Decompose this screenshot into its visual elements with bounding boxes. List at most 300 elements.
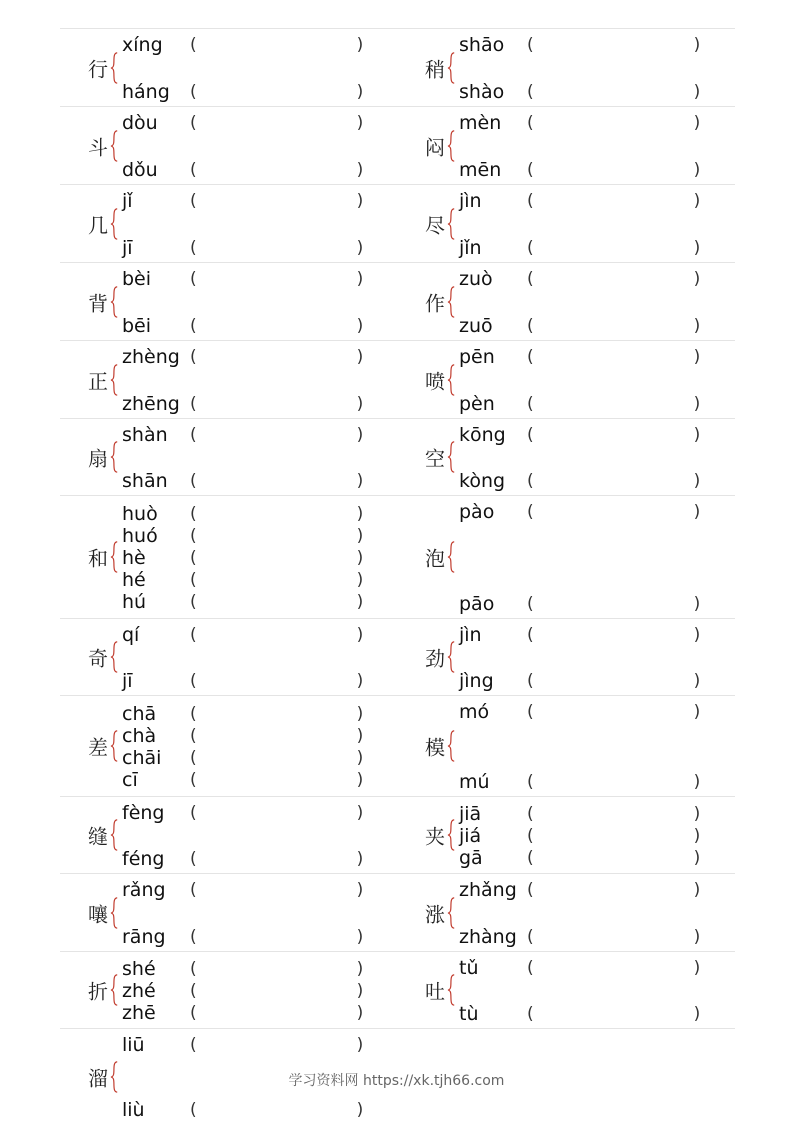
pinyin-reading: mèn [459,112,502,134]
answer-blank-close: ) [693,471,701,491]
answer-blank-close: ) [693,1004,701,1024]
answer-blank-close: ) [693,671,701,691]
character-entry [60,185,397,262]
pinyin-reading: pèn [459,393,495,415]
brace-icon [110,364,119,396]
answer-blank-open: ( [190,570,197,590]
character-entry [60,107,397,184]
answer-blank-close: ) [356,849,364,869]
pinyin-reading: shé [122,958,156,980]
pinyin-reading: zhé [122,980,156,1002]
pinyin-reading: liū [122,1034,145,1056]
answer-blank-close: ) [356,394,364,414]
character-entry [397,496,734,618]
pinyin-reading: hú [122,591,147,613]
pinyin-reading: zhǎng [459,879,517,901]
answer-blank-open: ( [190,269,197,289]
character-entry [60,619,397,695]
character: 喷 [425,369,445,393]
answer-blank-close: ) [356,425,364,445]
answer-blank-close: ) [356,1100,364,1120]
character: 泡 [425,546,445,571]
reading-list [459,263,709,340]
answer-blank-close: ) [693,594,701,614]
answer-blank-open: ( [190,726,197,746]
character-entry [397,263,734,340]
reading-line [122,159,372,181]
answer-blank-close: ) [693,502,701,522]
answer-blank-close: ) [693,160,701,180]
character-entry [60,29,397,106]
reading-line [459,470,709,492]
pinyin-reading: jìng [459,670,494,692]
reading-list [122,496,372,618]
pinyin-reading: dǒu [122,159,158,181]
brace-icon [447,819,456,851]
reading-line [122,926,372,948]
answer-blank-close: ) [693,425,701,445]
character: 劲 [425,646,445,671]
answer-blank-open: ( [190,160,197,180]
pinyin-reading: xíng [122,34,163,56]
answer-blank-close: ) [356,981,364,1001]
answer-blank-open: ( [527,316,534,336]
character: 溜 [88,1066,108,1090]
brace-icon [110,819,119,851]
answer-blank-close: ) [693,958,701,978]
brace-icon [110,286,119,318]
answer-blank-close: ) [693,269,701,289]
pinyin-reading: mú [459,771,490,793]
answer-blank-open: ( [527,880,534,900]
answer-blank-close: ) [356,1035,364,1055]
reading-line [459,1003,709,1025]
reading-line [459,957,709,979]
brace-icon [447,897,456,929]
reading-line [459,34,709,56]
reading-line [122,703,372,725]
answer-blank-close: ) [356,625,364,645]
answer-blank-open: ( [527,191,534,211]
reading-line [122,569,372,591]
answer-blank-open: ( [190,1003,197,1023]
answer-blank-close: ) [693,394,701,414]
answer-blank-open: ( [190,113,197,133]
answer-blank-open: ( [527,113,534,133]
character-entry [397,797,734,873]
character: 夹 [425,824,445,849]
character: 模 [425,735,445,760]
answer-blank-open: ( [527,958,534,978]
brace-icon [110,897,119,929]
answer-blank-open: ( [190,347,197,367]
answer-blank-open: ( [527,82,534,102]
answer-blank-close: ) [693,702,701,722]
answer-blank-close: ) [356,471,364,491]
answer-blank-open: ( [190,959,197,979]
character-entry [397,107,734,184]
character-entry [60,419,397,495]
worksheet-row [60,496,735,619]
polyphone-worksheet [60,28,735,1124]
reading-list [459,496,709,618]
answer-blank-close: ) [356,748,364,768]
character: 扇 [88,446,108,471]
character-entry [60,797,397,873]
answer-blank-close: ) [693,191,701,211]
answer-blank-open: ( [527,826,534,846]
reading-line [459,771,709,793]
character-entry [60,496,397,618]
reading-line [459,847,709,869]
pinyin-reading: pào [459,501,495,523]
reading-line [122,802,372,824]
pinyin-reading: zhēng [122,393,180,415]
answer-blank-open: ( [527,671,534,691]
pinyin-reading: chāi [122,747,162,769]
reading-list [459,874,709,951]
brace-icon [110,52,119,84]
answer-blank-open: ( [190,803,197,823]
character: 作 [425,291,445,315]
answer-blank-open: ( [527,394,534,414]
pinyin-reading: zhàng [459,926,517,948]
answer-blank-open: ( [190,526,197,546]
reading-list [122,341,372,418]
character-entry [397,341,734,418]
brace-icon [447,641,456,673]
character-entry [60,952,397,1028]
reading-list [122,107,372,184]
reading-list [122,263,372,340]
brace-icon [110,641,119,673]
character-entry [397,874,734,951]
character-entry [397,419,734,495]
answer-blank-open: ( [527,425,534,445]
character: 嚷 [88,902,108,926]
answer-blank-open: ( [527,269,534,289]
pinyin-reading: jìn [459,624,482,646]
answer-blank-close: ) [356,160,364,180]
character: 差 [88,735,108,760]
answer-blank-open: ( [190,770,197,790]
worksheet-row [60,696,735,797]
reading-list [459,797,709,873]
answer-blank-open: ( [190,1035,197,1055]
reading-line [122,547,372,569]
reading-line [122,958,372,980]
reading-line [122,591,372,613]
answer-blank-close: ) [356,113,364,133]
reading-list [459,696,709,796]
answer-blank-open: ( [190,704,197,724]
answer-blank-open: ( [190,592,197,612]
answer-blank-close: ) [356,592,364,612]
brace-icon [110,441,119,473]
answer-blank-close: ) [356,82,364,102]
reading-line [122,34,372,56]
reading-list [122,29,372,106]
pinyin-reading: zhèng [122,346,180,368]
answer-blank-close: ) [356,548,364,568]
pinyin-reading: jiá [459,825,482,847]
worksheet-row [60,797,735,874]
pinyin-reading: chā [122,703,157,725]
answer-blank-open: ( [190,471,197,491]
answer-blank-close: ) [356,570,364,590]
answer-blank-close: ) [356,770,364,790]
reading-line [122,848,372,870]
pinyin-reading: féng [122,848,165,870]
pinyin-reading: háng [122,81,170,103]
answer-blank-close: ) [693,826,701,846]
reading-line [122,1099,372,1121]
reading-list [122,797,372,873]
answer-blank-close: ) [356,238,364,258]
reading-line [122,393,372,415]
reading-list [459,341,709,418]
pinyin-reading: bèi [122,268,152,290]
character: 缝 [88,824,108,849]
pinyin-reading: gā [459,847,483,869]
reading-line [459,112,709,134]
reading-list [122,874,372,951]
answer-blank-open: ( [190,1100,197,1120]
pinyin-reading: rāng [122,926,166,948]
answer-blank-close: ) [356,35,364,55]
worksheet-row [60,185,735,263]
brace-icon [447,52,456,84]
pinyin-reading: chà [122,725,157,747]
answer-blank-close: ) [356,803,364,823]
pinyin-reading: shàn [122,424,168,446]
reading-line [459,926,709,948]
answer-blank-open: ( [190,316,197,336]
pinyin-reading: bēi [122,315,152,337]
character: 吐 [425,979,445,1004]
reading-line [122,81,372,103]
reading-line [459,268,709,290]
brace-icon [447,208,456,240]
pinyin-reading: jī [122,670,133,692]
character-entry [397,696,734,796]
worksheet-row [60,29,735,107]
character: 空 [425,446,445,471]
pinyin-reading: kōng [459,424,506,446]
answer-blank-open: ( [190,425,197,445]
character-entry [397,952,734,1028]
reading-line [122,112,372,134]
reading-line [122,725,372,747]
reading-list [122,696,372,796]
character-entry [397,185,734,262]
answer-blank-open: ( [527,804,534,824]
worksheet-row [60,107,735,185]
answer-blank-close: ) [693,804,701,824]
answer-blank-open: ( [190,880,197,900]
character: 涨 [425,902,445,926]
answer-blank-open: ( [190,238,197,258]
brace-icon [110,130,119,162]
reading-line [122,879,372,901]
worksheet-row [60,619,735,696]
answer-blank-open: ( [190,191,197,211]
answer-blank-open: ( [527,772,534,792]
reading-line [459,501,709,523]
brace-icon [110,208,119,240]
footer-watermark: 学习资料网 https://xk.tjh66.com [288,1073,505,1089]
answer-blank-open: ( [527,702,534,722]
answer-blank-open: ( [527,35,534,55]
reading-line [122,268,372,290]
answer-blank-open: ( [190,394,197,414]
pinyin-reading: mēn [459,159,502,181]
pinyin-reading: shāo [459,34,505,56]
reading-line [459,190,709,212]
pinyin-reading: tǔ [459,957,479,979]
reading-line [122,624,372,646]
reading-line [459,424,709,446]
answer-blank-close: ) [693,238,701,258]
reading-list [122,185,372,262]
answer-blank-close: ) [693,880,701,900]
worksheet-row [60,263,735,341]
reading-line [459,803,709,825]
brace-icon [447,130,456,162]
answer-blank-open: ( [190,504,197,524]
pinyin-reading: jìn [459,190,482,212]
reading-line [459,879,709,901]
reading-list [459,185,709,262]
brace-icon [110,974,119,1006]
brace-icon [447,974,456,1006]
answer-blank-close: ) [356,704,364,724]
reading-line [459,346,709,368]
answer-blank-close: ) [356,316,364,336]
pinyin-reading: kòng [459,470,506,492]
reading-line [122,525,372,547]
answer-blank-close: ) [693,82,701,102]
reading-line [459,237,709,259]
pinyin-reading: hé [122,569,146,591]
answer-blank-close: ) [693,927,701,947]
answer-blank-open: ( [527,1004,534,1024]
answer-blank-close: ) [693,772,701,792]
pinyin-reading: mó [459,701,490,723]
answer-blank-close: ) [356,504,364,524]
reading-line [459,393,709,415]
answer-blank-open: ( [527,160,534,180]
pinyin-reading: pāo [459,593,495,615]
pinyin-reading: tù [459,1003,479,1025]
answer-blank-close: ) [356,880,364,900]
pinyin-reading: qí [122,624,140,646]
brace-icon [447,441,456,473]
reading-line [122,1002,372,1024]
answer-blank-close: ) [693,35,701,55]
reading-line [122,747,372,769]
reading-line [459,701,709,723]
answer-blank-open: ( [527,471,534,491]
answer-blank-close: ) [356,927,364,947]
answer-blank-close: ) [356,191,364,211]
brace-icon [447,541,456,573]
answer-blank-close: ) [693,316,701,336]
character-entry [60,696,397,796]
character: 行 [88,57,108,81]
answer-blank-open: ( [190,625,197,645]
pinyin-reading: hè [122,547,146,569]
pinyin-reading: pēn [459,346,495,368]
pinyin-reading: shān [122,470,168,492]
reading-line [459,825,709,847]
answer-blank-open: ( [190,981,197,1001]
answer-blank-open: ( [527,848,534,868]
answer-blank-open: ( [527,502,534,522]
worksheet-row [60,341,735,419]
character: 折 [88,979,108,1004]
reading-line [459,159,709,181]
character: 闷 [425,135,445,159]
character-entry [60,263,397,340]
pinyin-reading: jiā [459,803,482,825]
worksheet-row [60,874,735,952]
answer-blank-close: ) [356,959,364,979]
answer-blank-close: ) [356,347,364,367]
pinyin-reading: zuō [459,315,493,337]
reading-line [122,315,372,337]
pinyin-reading: zuò [459,268,493,290]
answer-blank-close: ) [693,848,701,868]
pinyin-reading: cī [122,769,138,791]
reading-line [122,190,372,212]
reading-list [459,29,709,106]
pinyin-reading: shào [459,81,505,103]
pinyin-reading: jǐn [459,237,482,259]
reading-list [459,619,709,695]
reading-line [122,237,372,259]
reading-line [122,346,372,368]
reading-line [122,769,372,791]
reading-line [122,470,372,492]
answer-blank-open: ( [527,238,534,258]
character-entry [60,341,397,418]
character: 稍 [425,57,445,81]
reading-list [122,619,372,695]
reading-list [459,419,709,495]
answer-blank-close: ) [356,269,364,289]
brace-icon [447,730,456,762]
reading-line [459,624,709,646]
reading-line [459,670,709,692]
answer-blank-close: ) [356,526,364,546]
worksheet-row [60,419,735,496]
pinyin-reading: liù [122,1099,145,1121]
answer-blank-open: ( [527,347,534,367]
character: 尽 [425,213,445,237]
reading-line [122,980,372,1002]
worksheet-row [60,952,735,1029]
answer-blank-open: ( [190,849,197,869]
answer-blank-close: ) [356,726,364,746]
character: 斗 [88,135,108,159]
reading-line [122,424,372,446]
answer-blank-open: ( [527,594,534,614]
pinyin-reading: rǎng [122,879,166,901]
character: 正 [88,369,108,393]
answer-blank-close: ) [356,671,364,691]
answer-blank-close: ) [693,347,701,367]
